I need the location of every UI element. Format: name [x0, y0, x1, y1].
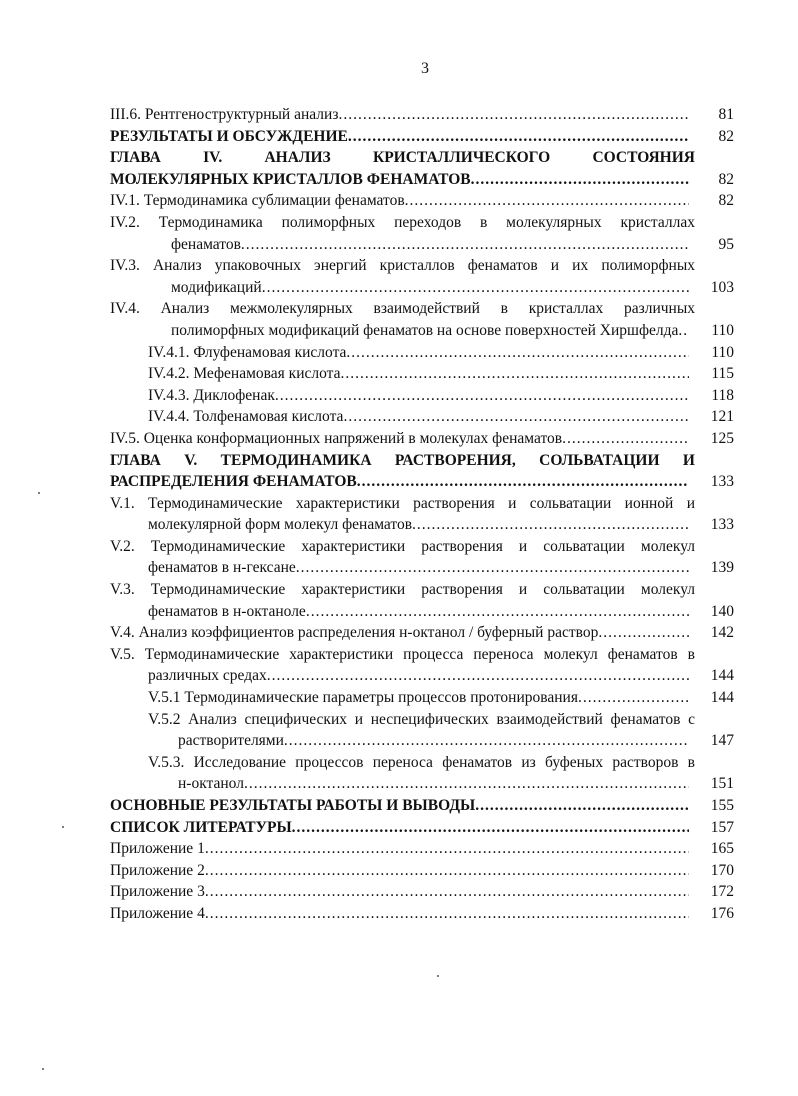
toc-page-number: 133: [710, 473, 734, 491]
toc-entry-text: IV.4.4. Толфенамовая кислота: [148, 408, 344, 426]
dot-leader: [357, 471, 689, 493]
dot-leader: [262, 277, 689, 299]
toc-entry-text: фенаматов: [171, 235, 241, 253]
toc-entry[interactable]: [110, 298, 734, 341]
dot-leader: [306, 601, 689, 623]
toc-entry-text: н-октанол: [178, 775, 244, 793]
scan-speck: [62, 826, 64, 828]
toc-entry-text: СПИСОК ЛИТЕРАТУРЫ: [110, 818, 292, 836]
toc-entry[interactable]: [110, 903, 734, 925]
toc-entry[interactable]: [110, 622, 734, 644]
toc-page-number: 121: [710, 408, 734, 426]
toc-entry[interactable]: [110, 838, 734, 860]
toc-entry[interactable]: [110, 212, 734, 255]
toc-entry-text: IV.5. Оценка конформационных напряжений в молекулах фенаматов: [110, 429, 563, 447]
dot-leader: [244, 773, 689, 795]
dot-leader: [241, 234, 689, 256]
toc-page-number: 176: [710, 904, 734, 922]
toc-entry[interactable]: [110, 881, 734, 903]
toc-page-number: 118: [711, 386, 734, 404]
toc-entry-text: IV.3. Анализ упаковочных энергий кристаллов фенаматов и их полиморфных: [110, 257, 695, 275]
toc-entry[interactable]: [110, 752, 734, 795]
dot-leader: [348, 126, 689, 148]
toc-entry-text: IV.4.1. Флуфенамовая кислота: [148, 343, 347, 361]
dot-leader: [284, 730, 689, 752]
toc-page-number: 81: [718, 106, 734, 123]
toc-page-number: 82: [718, 127, 734, 145]
dot-leader: [205, 860, 689, 882]
dot-leader: [205, 838, 689, 860]
toc-entry-text: V.3. Термодинамические характеристики растворения и сольватации молекул: [110, 581, 695, 599]
toc-entry[interactable]: [110, 104, 734, 126]
toc-entry-text: молекулярной форм молекул фенаматов: [148, 516, 413, 534]
table-of-contents: [110, 104, 734, 925]
toc-page-number: 151: [710, 775, 734, 793]
toc-entry-text: различных средах: [148, 667, 267, 685]
dot-leader: [578, 687, 689, 709]
toc-page-number: 133: [710, 516, 734, 534]
toc-entry-text: РЕЗУЛЬТАТЫ И ОБСУЖДЕНИЕ: [110, 127, 348, 145]
toc-entry[interactable]: [110, 147, 734, 190]
dot-leader: [292, 817, 689, 839]
toc-page-number: 165: [710, 840, 734, 858]
dot-leader: [598, 622, 689, 644]
page-number: 3: [421, 60, 429, 77]
toc-entry-text: IV.4.2. Мефенамовая кислота: [148, 365, 341, 383]
toc-entry[interactable]: [110, 450, 734, 493]
toc-entry-text: Приложение 2: [110, 861, 205, 879]
toc-entry-text: МОЛЕКУЛЯРНЫХ КРИСТАЛЛОВ ФЕНАМАТОВ: [110, 170, 471, 188]
toc-entry-text: IV.4. Анализ межмолекулярных взаимодействий в кристаллах различных: [110, 300, 695, 318]
toc-entry-text: V.2. Термодинамические характеристики растворения и сольватации молекул: [110, 537, 695, 555]
dot-leader: [405, 190, 689, 212]
toc-entry-text: V.4. Анализ коэффициентов распределения н-октанол / буферный раствор: [110, 624, 599, 642]
toc-entry[interactable]: [110, 385, 734, 407]
toc-page-number: 144: [710, 689, 734, 707]
toc-entry[interactable]: [110, 687, 734, 709]
toc-entry-text: V.5.2 Анализ специфических и неспецифических взаимодействий фенаматов с: [148, 710, 695, 728]
dot-leader: [471, 169, 689, 191]
toc-entry[interactable]: [110, 860, 734, 882]
toc-entry[interactable]: [110, 644, 734, 687]
dot-leader: [562, 428, 689, 450]
toc-page-number: 95: [718, 235, 734, 253]
toc-page-number: 170: [710, 861, 734, 879]
toc-entry[interactable]: [110, 795, 734, 817]
dot-leader: [341, 363, 690, 385]
toc-entry-text: V.5.3. Исследование процессов переноса фенаматов из буфеных растворов в: [148, 753, 695, 771]
toc-entry-text: IV.1. Термодинамика сублимации фенаматов: [110, 192, 405, 210]
toc-entry-text: полиморфных модификаций фенаматов на основе поверхностей Хиршфелда: [171, 321, 679, 339]
toc-entry-text: V.1. Термодинамические характеристики растворения и сольватации ионной и: [110, 494, 695, 512]
toc-entry-text: ГЛАВА V. ТЕРМОДИНАМИКА РАСТВОРЕНИЯ, СОЛЬВАТАЦИИ И: [110, 451, 695, 469]
dot-leader: [296, 557, 689, 579]
toc-page-number: 139: [710, 559, 734, 577]
toc-entry[interactable]: [110, 817, 734, 839]
dot-leader: [343, 406, 689, 428]
toc-page-number: 172: [710, 883, 734, 901]
dot-leader: [346, 342, 689, 364]
toc-entry[interactable]: [110, 255, 734, 298]
toc-entry-text: III.6. Рентгеноструктурный анализ: [110, 106, 339, 123]
scan-speck: [42, 1068, 44, 1070]
toc-page-number: 144: [710, 667, 734, 685]
toc-entry[interactable]: [110, 190, 734, 212]
toc-page-number: 82: [718, 192, 734, 210]
toc-entry[interactable]: [110, 342, 734, 364]
toc-page-number: 115: [711, 365, 734, 383]
dot-leader: [267, 665, 689, 687]
toc-entry[interactable]: [110, 536, 734, 579]
toc-entry-text: растворителями: [178, 732, 284, 750]
toc-entry[interactable]: [110, 126, 734, 148]
toc-page-number: 103: [710, 278, 734, 296]
dot-leader: [678, 320, 689, 342]
toc-entry-text: Приложение 3: [110, 883, 205, 901]
toc-entry-text: РАСПРЕДЕЛЕНИЯ ФЕНАМАТОВ: [110, 473, 357, 491]
toc-entry-text: Приложение 1: [110, 840, 205, 858]
dot-leader: [205, 881, 689, 903]
toc-page-number: 125: [710, 429, 734, 447]
toc-page-number: 82: [718, 170, 734, 188]
toc-entry[interactable]: [110, 428, 734, 450]
toc-entry-text: V.5. Термодинамические характеристики процесса переноса молекул фенаматов в: [110, 645, 695, 663]
toc-page-number: 157: [710, 818, 734, 836]
dot-leader: [412, 514, 689, 536]
toc-page-number: 110: [711, 343, 734, 361]
toc-entry[interactable]: [110, 709, 734, 752]
toc-entry-text: IV.2. Термодинамика полиморфных переходов в молекулярных кристаллах: [110, 213, 695, 231]
toc-page-number: 155: [710, 797, 734, 814]
dot-leader: [338, 104, 689, 126]
toc-entry-text: ГЛАВА IV. АНАЛИЗ КРИСТАЛЛИЧЕСКОГО СОСТОЯНИЯ: [110, 149, 695, 167]
toc-entry-text: V.5.1 Термодинамические параметры процессов протонирования: [148, 689, 578, 707]
toc-entry[interactable]: [110, 363, 734, 385]
dot-leader: [205, 903, 689, 925]
toc-page-number: 142: [710, 624, 734, 642]
toc-entry-text: модификаций: [171, 278, 262, 296]
toc-page-number: 140: [710, 602, 734, 620]
toc-entry-text: Приложение 4: [110, 904, 205, 922]
toc-entry-text: ОСНОВНЫЕ РЕЗУЛЬТАТЫ РАБОТЫ И ВЫВОДЫ: [110, 797, 476, 814]
dot-leader: [275, 385, 689, 407]
toc-entry[interactable]: [110, 493, 734, 536]
toc-entry-text: фенаматов в н-октаноле: [148, 602, 306, 620]
toc-entry-text: фенаматов в н-гексане: [148, 559, 296, 577]
toc-page-number: 147: [710, 732, 734, 750]
toc-page-number: 110: [711, 321, 734, 339]
scan-speck: [38, 492, 40, 494]
toc-entry[interactable]: [110, 406, 734, 428]
scan-speck: [437, 975, 439, 977]
toc-entry-text: IV.4.3. Диклофенак: [148, 386, 275, 404]
toc-entry[interactable]: [110, 579, 734, 622]
dot-leader: [475, 795, 689, 817]
